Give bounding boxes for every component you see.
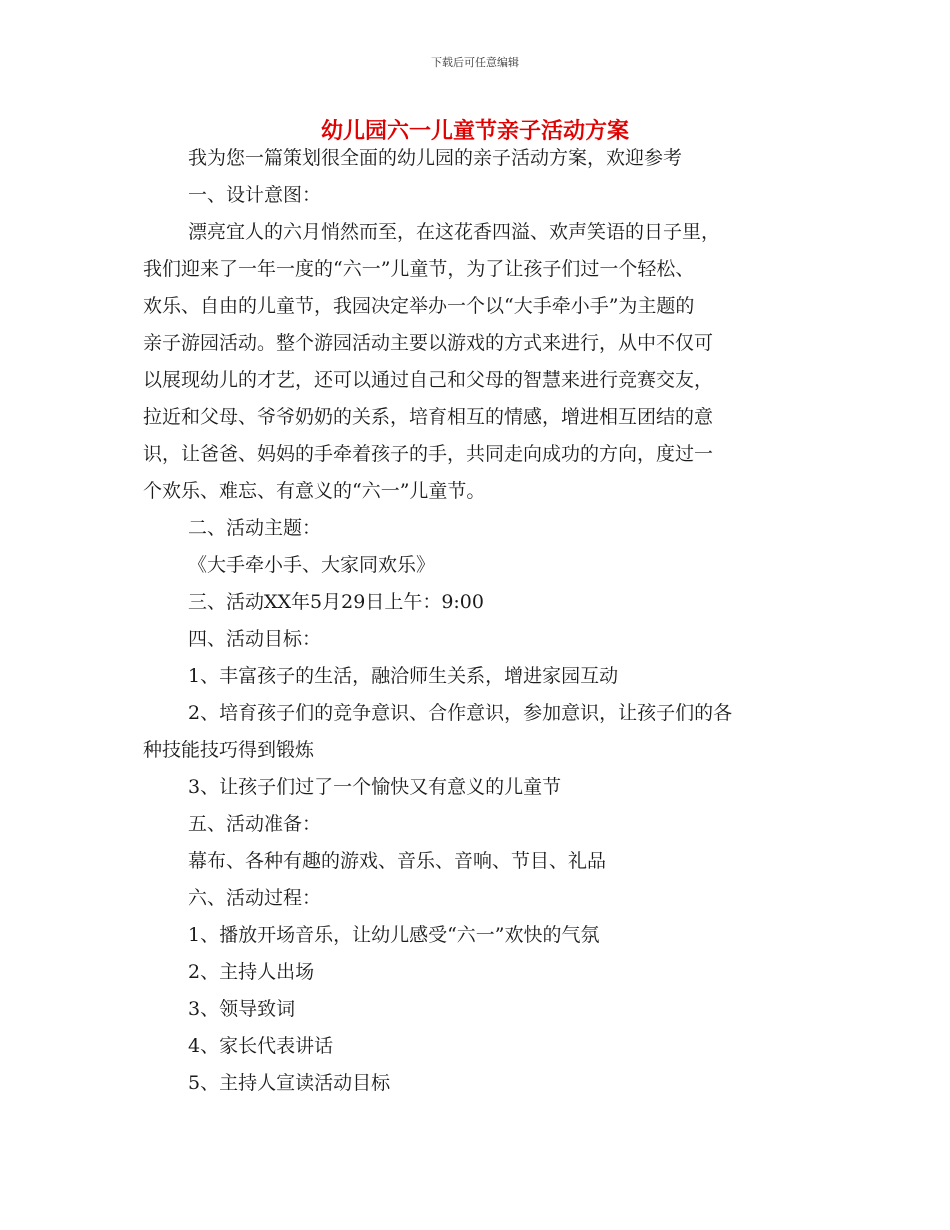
paragraph-line: 二、活动主题： (188, 517, 322, 539)
paragraph-line: 亲子游园活动。整个游园活动主要以游戏的方式来进行，从中不仅可 (143, 332, 714, 354)
paragraph-line: 2、培育孩子们的竞争意识、合作意识，参加意识，让孩子们的各 (188, 702, 733, 724)
paragraph-line: 三、活动XX年5月29日上午：9:00 (188, 591, 484, 613)
paragraph-line: 我们迎来了一年一度的“六一”儿童节，为了让孩子们过一个轻松、 (143, 258, 695, 280)
document-title: 幼儿园六一儿童节亲子活动方案 (320, 119, 629, 144)
paragraph-line: 拉近和父母、爷爷奶奶的关系，培育相互的情感，增进相互团结的意 (143, 406, 714, 428)
paragraph-line: 一、设计意图： (188, 184, 322, 206)
paragraph-line: 识，让爸爸、妈妈的手牵着孩子的手，共同走向成功的方向，度过一 (143, 443, 714, 465)
document-body (143, 140, 808, 1102)
paragraph-line: 四、活动目标： (188, 628, 322, 650)
page-header: 下载后可任意编辑 (431, 56, 519, 69)
paragraph-line: 种技能技巧得到锻炼 (143, 739, 315, 761)
paragraph-line: 《大手牵小手、大家同欢乐》 (188, 554, 436, 576)
paragraph-line: 1、丰富孩子的生活，融洽师生关系，增进家园互动 (188, 665, 619, 687)
paragraph-line: 幕布、各种有趣的游戏、音乐、音响、节目、礼品 (188, 850, 607, 872)
paragraph-line: 个欢乐、难忘、有意义的“六一”儿童节。 (143, 480, 486, 502)
paragraph-line: 欢乐、自由的儿童节，我园决定举办一个以“大手牵小手”为主题的 (143, 295, 695, 317)
paragraph-line: 1、播放开场音乐，让幼儿感受“六一”欢快的气氛 (188, 924, 600, 946)
paragraph-line: 五、活动准备： (188, 813, 322, 835)
paragraph-line: 3、让孩子们过了一个愉快又有意义的儿童节 (188, 776, 562, 798)
paragraph-line: 漂亮宜人的六月悄然而至，在这花香四溢、欢声笑语的日子里， (188, 221, 721, 243)
paragraph-line: 以展现幼儿的才艺，还可以通过自己和父母的智慧来进行竞赛交友， (143, 369, 714, 391)
paragraph-line: 六、活动过程： (188, 887, 322, 909)
paragraph-line: 我为您一篇策划很全面的幼儿园的亲子活动方案，欢迎参考 (188, 147, 683, 169)
paragraph-line: 3、领导致词 (188, 998, 296, 1020)
paragraph-line: 5、主持人宣读活动目标 (188, 1072, 391, 1094)
paragraph-line: 2、主持人出场 (188, 961, 315, 983)
paragraph-line: 4、家长代表讲话 (188, 1035, 334, 1057)
